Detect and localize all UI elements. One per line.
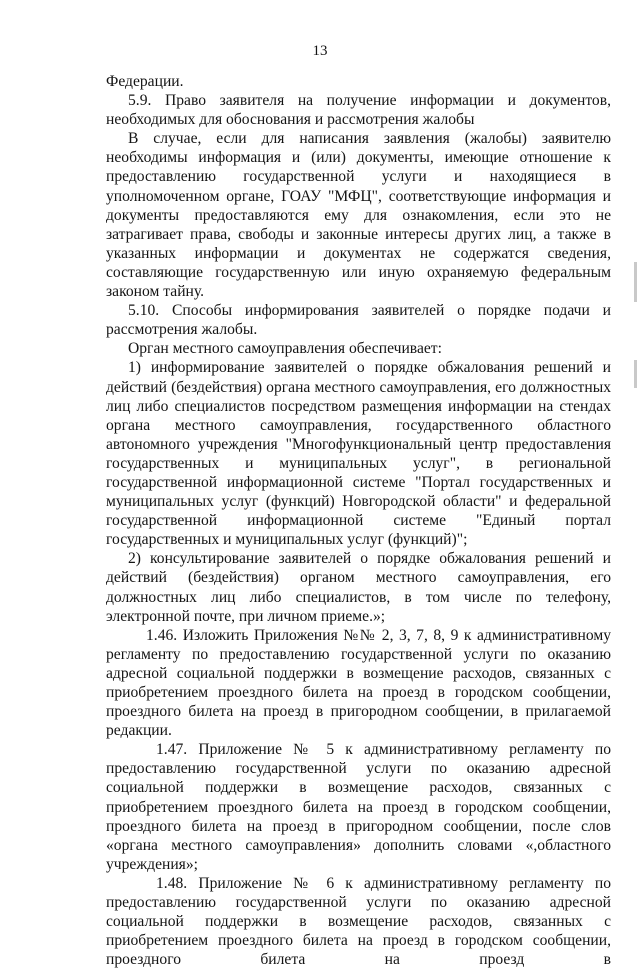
- clause-1-47: 1.47. Приложение № 5 к административному регламенту по предоставлению государственной услуги по оказанию адресной социальной поддержки в возмещение расходов, связанных с приобретением проездного билета на проезд в городском сообщении, проездного билета на проезд в пригородном сообщении, после слов «органа местного самоуправления» дополнить словами «,областного учреждения»;: [106, 741, 611, 873]
- clause-1-46: 1.46. Изложить Приложения №№ 2, 3, 7, 8, 9 к административному регламенту по предоставлению государственной услуги по оказанию адресной социальной поддержки в возмещение расходов, связанных с приобретением проездного билета на проезд в городском сообщении, проездного билета на проезд в пригородном сообщении, в прилагаемой редакции.: [106, 626, 611, 740]
- list-item-1: 1) информирование заявителей о порядке обжалования решений и действий (бездействия) органа местного самоуправления, его должностных лиц либо специалистов посредством размещения информации на стендах органа местного самоуправления, государственного областного автономного учреждения "Многофункциональный центр предоставления государственных и муниципальных услуг", в региональной государственной информационной системе "Портал государственных и муниципальных услуг (функций) Новгородской области" и федеральной государственной информационной системе "Единый портал государственных и муниципальных услуг (функций)";: [106, 359, 611, 549]
- scan-margin-mark: [634, 262, 637, 302]
- list-item-2: 2) консультирование заявителей о порядке обжалования решений и действий (бездействия) органом местного самоуправления, его должностных лиц либо специалистов, в том числе по телефону, электронной почте, при личном приеме.»;: [106, 550, 611, 625]
- document-body: [106, 72, 611, 969]
- clause-1-48: 1.48. Приложение № 6 к административному регламенту по предоставлению государственной услуги по оказанию адресной социальной поддержки в возмещение расходов, связанных с приобретением проездного билета на проезд в городском сообщении, проездного билета на проезд в: [106, 874, 611, 969]
- paragraph-documents-access: В случае, если для написания заявления (жалобы) заявителю необходимы информация и (или) документы, имеющие отношение к предоставлению государственной услуги и находящиеся в уполномоченном органе, ГОАУ "МФЦ", соответствующие информация и документы предоставляются ему для ознакомления, если это не затрагивает права, свободы и законные интересы других лиц, а также в указанных информации и документах не содержатся сведения, составляющие государственную или иную охраняемую федеральным законом тайну.: [106, 130, 611, 301]
- page-number: 13: [312, 43, 328, 59]
- section-heading-5-9: 5.9. Право заявителя на получение информации и документов, необходимых для обоснования и рассмотрения жалобы: [106, 92, 611, 129]
- section-heading-5-10: 5.10. Способы информирования заявителей о порядке подачи и рассмотрения жалобы.: [106, 302, 611, 339]
- paragraph-authority-provides: Орган местного самоуправления обеспечивает:: [128, 340, 442, 358]
- scan-margin-mark: [634, 360, 637, 388]
- paragraph-continuation: Федерации.: [106, 73, 184, 90]
